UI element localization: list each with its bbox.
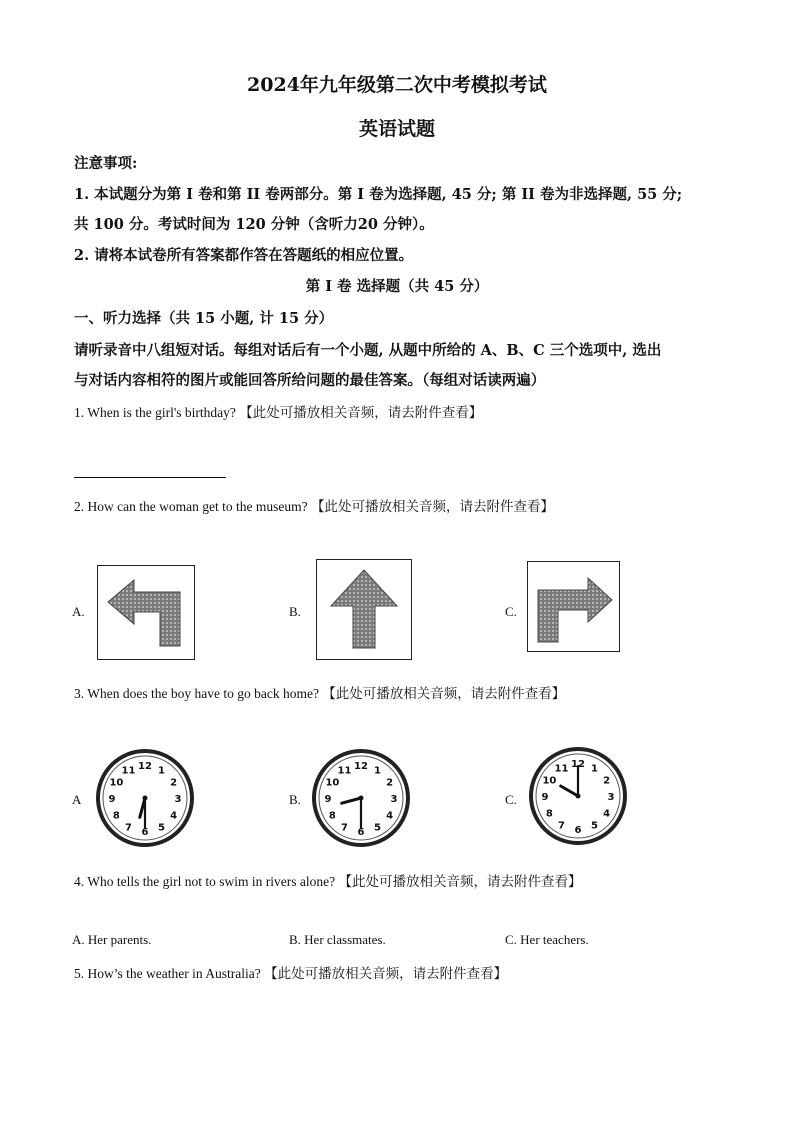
clock-number: 10	[542, 775, 557, 787]
question-3: 3. When does the boy have to go back home? 【此处可播放相关音频，请去附件查看】	[74, 686, 566, 701]
clock-center	[576, 794, 581, 799]
clock-number: 6	[357, 827, 365, 838]
part-one-heading: 第 I 卷 选择题（共 45 分）	[305, 278, 489, 295]
q3-option-c-label: C.	[505, 792, 517, 807]
clock-number: 8	[328, 810, 336, 822]
q4-option-a[interactable]: A. Her parents.	[72, 932, 152, 947]
clock-number: 1	[374, 765, 381, 777]
clock-number: 5	[591, 820, 598, 832]
q2-option-c-image[interactable]	[527, 561, 620, 652]
instructions-line-1: 请听录音中八组短对话。每组对话后有一个小题, 从题中所给的 A、B、C 三个选项中, 选出	[74, 342, 662, 359]
clock-number: 10	[325, 777, 340, 789]
q3-option-a-clock[interactable]	[95, 748, 195, 848]
clock-number: 2	[603, 775, 611, 787]
instructions-line-2: 与对话内容相符的图片或能回答所给问题的最佳答案。（每组对话读两遍）	[74, 372, 546, 389]
q3-option-b-label: B.	[289, 792, 301, 807]
question-5: 5. How’s the weather in Australia? 【此处可播放相关音频，请去附件查看】	[74, 966, 508, 981]
section-title: 一、听力选择（共 15 小题, 计 15 分）	[74, 310, 334, 327]
q2-option-b-label: B.	[289, 604, 301, 619]
notice-line-2: 共 100 分。考试时间为 120 分钟（含听力20 分钟）。	[74, 216, 434, 233]
question-2: 2. How can the woman get to the museum? 【此处可播放相关音频，请去附件查看】	[74, 499, 554, 514]
question-4: 4. Who tells the girl not to swim in rivers alone? 【此处可播放相关音频，请去附件查看】	[74, 874, 582, 889]
clock-number: 7	[341, 822, 348, 834]
clock-number: 6	[141, 827, 149, 838]
q3-option-b-clock[interactable]	[311, 748, 411, 848]
up-arrow-icon	[317, 560, 411, 659]
clock-icon	[311, 748, 411, 848]
q2-option-a-image[interactable]	[97, 565, 195, 660]
clock-number: 7	[558, 820, 565, 832]
question-1: 1. When is the girl's birthday? 【此处可播放相关音频，请去附件查看】	[74, 405, 483, 420]
q3-option-a-label: A	[72, 792, 82, 807]
notice-line-3: 2. 请将本试卷所有答案都作答在答题纸的相应位置。	[74, 247, 414, 264]
q3-option-c-clock[interactable]	[528, 746, 628, 846]
clock-number: 11	[554, 763, 569, 775]
clock-number: 9	[108, 794, 116, 805]
clock-number: 12	[571, 759, 585, 770]
notice-line-1: 1. 本试题分为第 I 卷和第 II 卷两部分。第 I 卷为选择题, 45 分; 第 II 卷为非选择题, 55 分;	[74, 186, 683, 203]
clock-number: 9	[324, 794, 332, 805]
q4-option-b[interactable]: B. Her classmates.	[289, 932, 386, 947]
clock-number: 4	[386, 810, 394, 822]
clock-number: 7	[125, 822, 132, 834]
clock-number: 4	[603, 808, 611, 820]
clock-number: 5	[374, 822, 381, 834]
q2-option-c-label: C.	[505, 604, 517, 619]
clock-number: 12	[354, 761, 368, 772]
clock-number: 11	[121, 765, 136, 777]
clock-number: 8	[112, 810, 120, 822]
clock-number: 5	[158, 822, 165, 834]
answer-blank-1[interactable]	[74, 476, 226, 478]
clock-number: 8	[545, 808, 553, 820]
clock-number: 3	[607, 792, 615, 803]
right-turn-arrow-icon	[528, 562, 619, 651]
exam-subtitle: 英语试题	[358, 118, 435, 140]
q4-option-c[interactable]: C. Her teachers.	[505, 932, 589, 947]
exam-title: 2024年九年级第二次中考模拟考试	[247, 74, 547, 96]
clock-number: 1	[158, 765, 165, 777]
clock-icon	[95, 748, 195, 848]
clock-number: 1	[591, 763, 598, 775]
clock-number: 6	[574, 825, 582, 836]
clock-number: 12	[138, 761, 152, 772]
clock-center	[143, 796, 148, 801]
clock-icon	[528, 746, 628, 846]
clock-number: 11	[337, 765, 352, 777]
q2-option-a-label: A.	[72, 604, 85, 619]
clock-number: 3	[390, 794, 398, 805]
clock-number: 2	[386, 777, 394, 789]
clock-number: 9	[541, 792, 549, 803]
clock-number: 4	[170, 810, 178, 822]
notice-heading: 注意事项:	[74, 155, 138, 172]
clock-center	[359, 796, 364, 801]
clock-number: 2	[170, 777, 178, 789]
left-turn-arrow-icon	[98, 566, 194, 659]
clock-number: 10	[109, 777, 124, 789]
clock-number: 3	[174, 794, 182, 805]
q2-option-b-image[interactable]	[316, 559, 412, 660]
